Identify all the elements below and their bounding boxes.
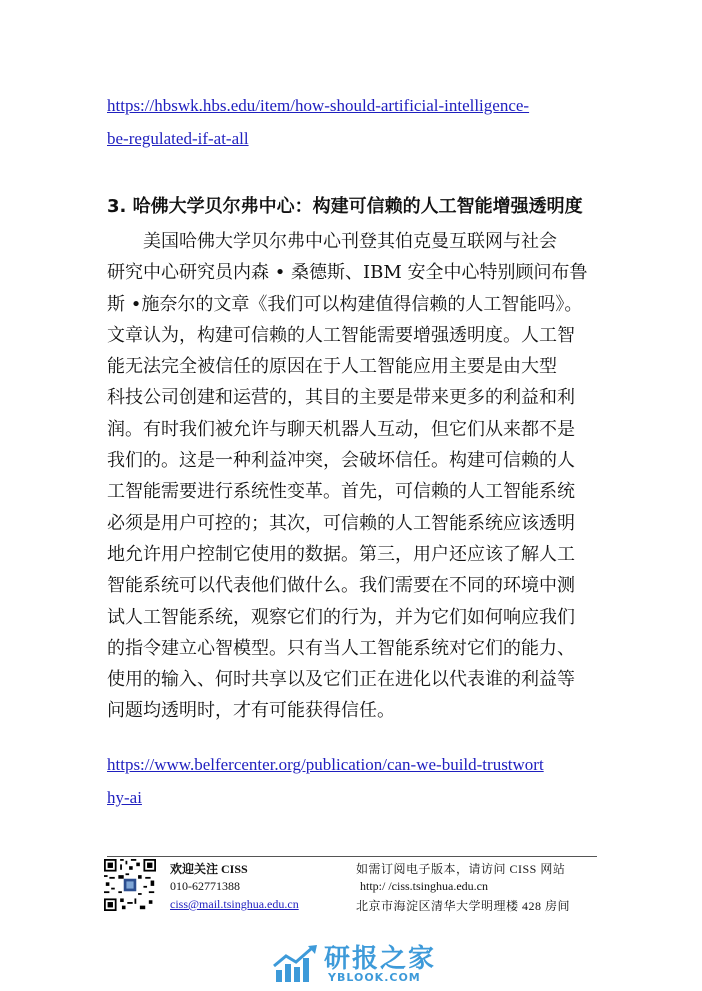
growth-chart-icon — [272, 944, 320, 984]
paragraph-line: 斯 •施奈尔的文章《我们可以构建值得信赖的人工智能吗》。 — [107, 293, 583, 315]
source-link-line-1[interactable]: https://hbswk.hbs.edu/item/how-should-artificial-intelligence- — [107, 96, 530, 115]
paragraph-line: 的指令建立心智模型。只有当人工智能系统对它们的能力、 — [107, 637, 575, 659]
paragraph-line: 使用的输入、何时共享以及它们正在进化以代表谁的利益等 — [107, 669, 575, 691]
paragraph-line: 工智能需要进行系统性变革。首先，可信赖的人工智能系统 — [107, 481, 575, 503]
paragraph-line: 科技公司创建和运营的，其目的主要是带来更多的利益和利 — [107, 387, 575, 409]
watermark-logo — [272, 938, 472, 986]
footer-phone: 010-62771388 — [170, 879, 240, 893]
footer-address: 北京市海淀区清华大学明理楼 428 房间 — [356, 899, 571, 913]
footer-email-link[interactable]: ciss@mail.tsinghua.edu.cn — [170, 897, 299, 911]
section-heading: 3. 哈佛大学贝尔弗中心：构建可信赖的人工智能增强透明度 — [107, 196, 583, 217]
footer-follow: 欢迎关注 CISS — [170, 862, 248, 876]
watermark-url: YBLOOK.COM — [328, 971, 421, 984]
footer-divider — [107, 856, 597, 857]
article-link-line-2[interactable]: hy-ai — [107, 788, 142, 807]
footer-subscribe: 如需订阅电子版本，请访问 CISS 网站 — [356, 862, 566, 876]
paragraph-line: 润。有时我们被允许与聊天机器人互动，但它们从来都不是 — [107, 418, 575, 440]
section-paragraph — [107, 226, 602, 727]
paragraph-line: 必须是用户可控的；其次，可信赖的人工智能系统应该透明 — [107, 512, 575, 534]
paragraph-line: 美国哈佛大学贝尔弗中心刊登其伯克曼互联网与社会 — [107, 231, 557, 252]
paragraph-line: 文章认为，构建可信赖的人工智能需要增强透明度。人工智 — [107, 324, 575, 346]
paragraph-line: 研究中心研究员内森 • 桑德斯、IBM 安全中心特别顾问布鲁 — [107, 262, 588, 284]
paragraph-line: 试人工智能系统，观察它们的行为，并为它们如何响应我们 — [107, 606, 575, 628]
watermark-title: 研报之家 — [324, 944, 437, 974]
paragraph-line: 智能系统可以代表他们做什么。我们需要在不同的环境中测 — [107, 575, 575, 597]
footer-website: http:/ /ciss.tsinghua.edu.cn — [360, 879, 488, 893]
paragraph-line: 能无法完全被信任的原因在于人工智能应用主要是由大型 — [107, 356, 557, 378]
paragraph-line: 我们的。这是一种利益冲突，会破坏信任。构建可信赖的人 — [107, 450, 575, 472]
paragraph-line: 问题均透明时，才有可能获得信任。 — [107, 700, 395, 722]
paragraph-line: 地允许用户控制它使用的数据。第三，用户还应该了解人工 — [107, 543, 575, 565]
article-link-line-1[interactable]: https://www.belfercenter.org/publication/can-we-build-trustwort — [107, 755, 544, 774]
qr-code-icon — [104, 859, 156, 911]
source-link-line-2[interactable]: be-regulated-if-at-all — [107, 129, 249, 148]
